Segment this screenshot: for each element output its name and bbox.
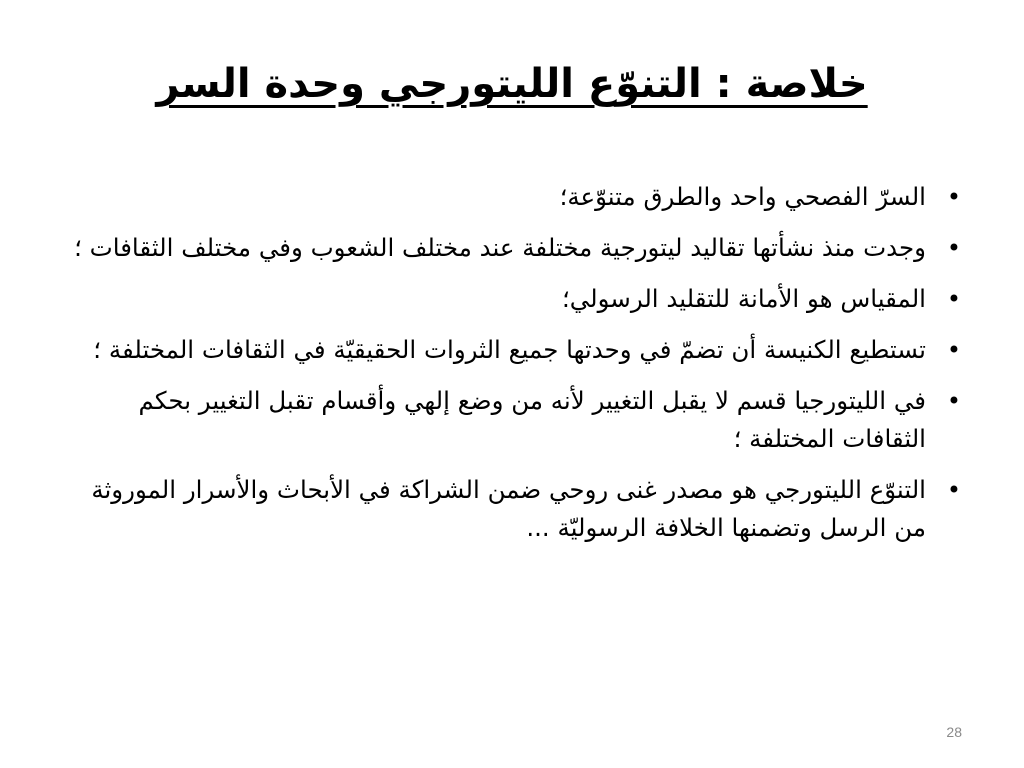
bullet-dot-icon: • (946, 285, 962, 313)
bullet-text: السرّ الفصحي واحد والطرق متنوّعة؛ (559, 182, 926, 211)
bullet-item (60, 331, 966, 369)
bullet-item (60, 382, 966, 458)
bullet-item (60, 229, 966, 267)
bullet-dot-icon: • (946, 336, 962, 364)
bullet-text: في الليتورجيا قسم لا يقبل التغيير لأنه من وضع إلهي وأقسام تقبل التغيير بحكم الثقافات المختلفة ؛ (138, 386, 926, 453)
slide-number: 28 (946, 724, 962, 740)
slide-title: خلاصة : التنوّع الليتورجي وحدة السر (156, 61, 868, 107)
bullet-text: وجدت منذ نشأتها تقاليد ليتورجية مختلفة عند مختلف الشعوب وفي مختلف الثقافات ؛ (74, 233, 926, 262)
bullet-text: التنوّع الليتورجي هو مصدر غنى روحي ضمن الشراكة في الأبحاث والأسرار الموروثة من الرسل وتضمنها الخلافة الرسوليّة ... (91, 475, 926, 542)
bullet-dot-icon: • (946, 234, 962, 262)
bullet-text: تستطيع الكنيسة أن تضمّ في وحدتها جميع الثروات الحقيقيّة في الثقافات المختلفة ؛ (93, 335, 926, 364)
bullet-item (60, 178, 966, 216)
bullet-dot-icon: • (946, 387, 962, 415)
bullet-item (60, 471, 966, 547)
bullet-dot-icon: • (946, 476, 962, 504)
bullet-dot-icon: • (946, 183, 962, 211)
bullet-text: المقياس هو الأمانة للتقليد الرسولي؛ (561, 284, 926, 313)
bullet-list (60, 178, 966, 560)
bullet-item (60, 280, 966, 318)
